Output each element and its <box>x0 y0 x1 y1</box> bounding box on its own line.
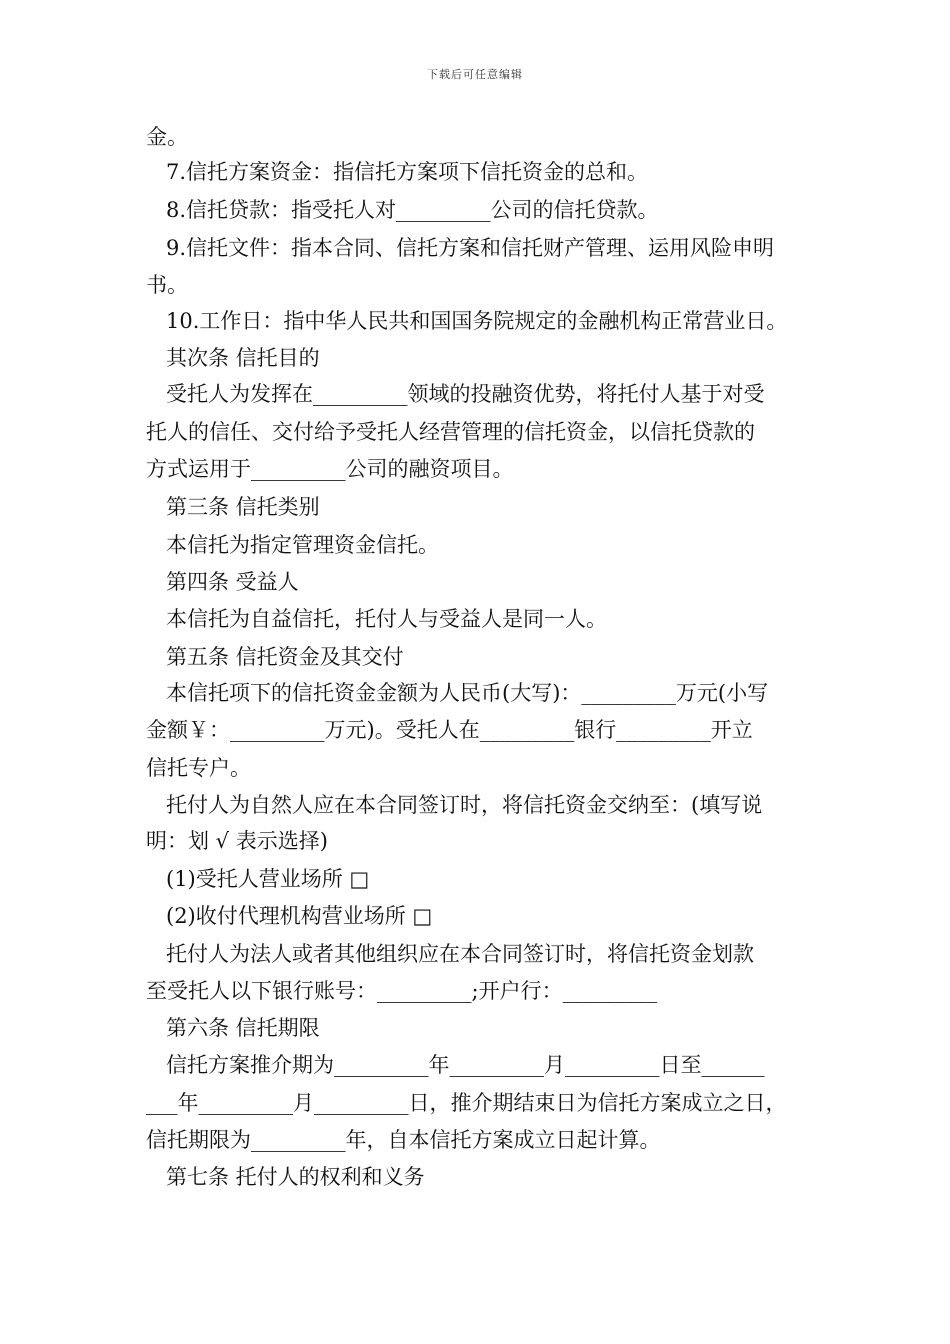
text-line: 7.信托方案资金：指信托方案项下信托资金的总和。 <box>166 160 649 184</box>
text-line: 托付人为法人或者其他组织应在本合同签订时，将信托资金划款 <box>166 942 754 966</box>
page-header: 下载后可任意编辑 <box>427 68 523 81</box>
text-line: 8.信托贷款：指受托人对_________公司的信托贷款。 <box>166 198 659 222</box>
text-line: 信托期限为_________年，自本信托方案成立日起计算。 <box>146 1128 661 1152</box>
text-line: 本信托为自益信托，托付人与受益人是同一人。 <box>166 607 607 631</box>
text-line: 金额￥：_________万元)。受托人在_________银行_________开立 <box>146 718 753 742</box>
checkbox-option: (1)受托人营业场所 □ <box>166 867 370 891</box>
section-heading: 第四条 受益人 <box>166 570 299 594</box>
text-line: 至受托人以下银行账号：_________;开户行：_________ <box>146 979 658 1003</box>
section-heading: 第三条 信托类别 <box>166 495 320 519</box>
text-line: 信托专户。 <box>146 756 251 780</box>
section-heading: 第五条 信托资金及其交付 <box>166 645 404 669</box>
text-line: 金。 <box>146 125 188 149</box>
text-line: 方式运用于_________公司的融资项目。 <box>146 457 514 481</box>
text-line: 本信托项下的信托资金金额为人民币(大写)：_________万元(小写 <box>166 681 769 705</box>
text-line: 书。 <box>146 273 188 297</box>
text-line: 受托人为发挥在_________领域的投融资优势，将托付人基于对受 <box>166 382 765 406</box>
section-heading: 第七条 托付人的权利和义务 <box>166 1165 425 1189</box>
section-heading: 第六条 信托期限 <box>166 1016 320 1040</box>
text-line: 本信托为指定管理资金信托。 <box>166 533 439 557</box>
text-line: 9.信托文件：指本合同、信托方案和信托财产管理、运用风险申明 <box>166 236 775 260</box>
text-line: 托付人为自然人应在本合同签订时，将信托资金交纳至：(填写说 <box>166 793 763 817</box>
text-line: 10.工作日：指中华人民共和国国务院规定的金融机构正常营业日。 <box>166 309 788 333</box>
text-line: 信托方案推介期为_________年_________月_________日至______ <box>166 1053 765 1077</box>
text-line: 托人的信任、交付给予受托人经营管理的信托资金，以信托贷款的 <box>146 420 755 444</box>
checkbox-option: (2)收付代理机构营业场所 □ <box>166 904 433 928</box>
text-line: ___年_________月_________日，推介期结束日为信托方案成立之日， <box>146 1091 787 1115</box>
text-line: 明：划 √ 表示选择) <box>146 829 328 853</box>
section-heading: 其次条 信托目的 <box>166 346 320 370</box>
